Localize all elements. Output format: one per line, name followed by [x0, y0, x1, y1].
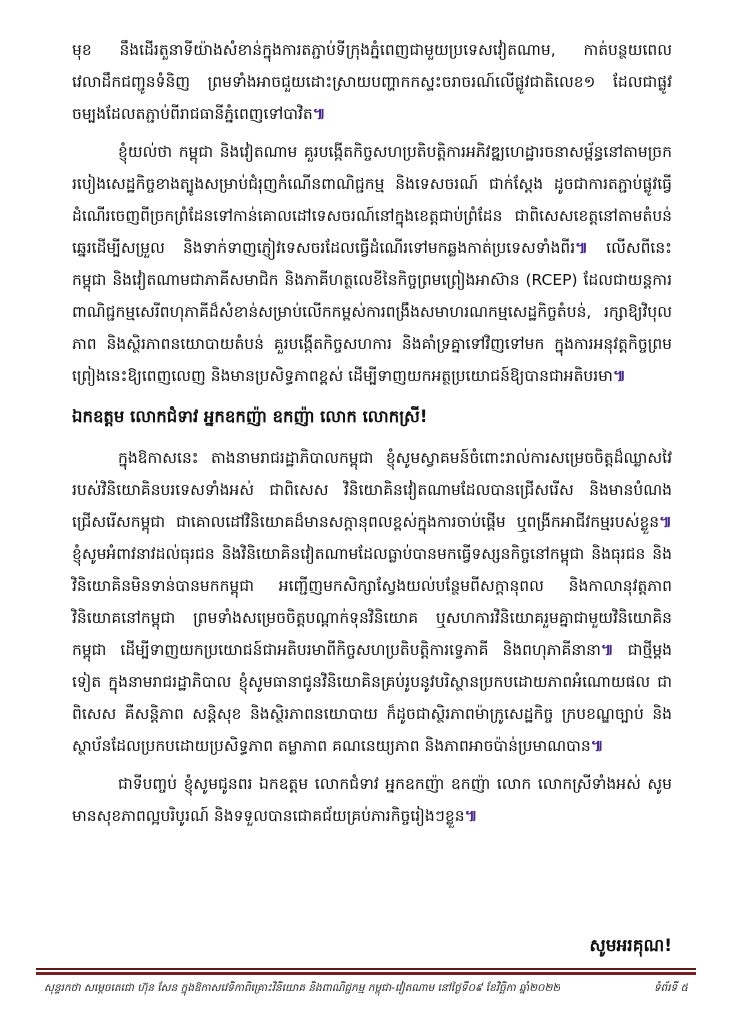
- paragraph-3: ក្នុងឱកាសនេះ តាងនាមរាជរដ្ឋាភិបាលកម្ពុជា ខ្ញុំសូមស្វាគមន៍ចំពោះរាល់ការសម្រេចចិត្តដ៏ឈ្លាសវៃរបស់វិនិយោគិនបរទេសទាំងអស់ ជាពិសេស វិនិយោគិនវៀតណាមដែលបានជ្រើសរើស និងមានបំណងជ្រើសរើសកម្ពុជា ជាគោលដៅវិនិយោគដ៏មានសក្តានុពលខ្ពស់ក្នុងការចាប់ផ្តើម ឬពង្រីកអាជីវកម្មរបស់ខ្លួន៕ ខ្ញុំសូមអំពាវនាវដល់ធុរជន និងវិនិយោគិនវៀតណាមដែលធ្លាប់បានមកធ្វើទស្សនកិច្ចនៅកម្ពុជា និងធុរជន និងវិនិយោគិនមិនទាន់បានមកកម្ពុជា អញ្ជើញមកសិក្សាស្វែងយល់បន្ថែមពីសក្តានុពល និងកាលានុវត្តភាពវិនិយោគនៅកម្ពុជា ព្រមទាំងសម្រេចចិត្តបណ្តាក់ទុនវិនិយោគ ឬសហការវិនិយោគរួមគ្នាជាមួយវិនិយោគិនកម្ពុជា ដើម្បីទាញយកប្រយោជន៍ជាអតិបរមាពីកិច្ចសហប្រតិបត្តិការទ្វេភាគី និងពហុភាគីនានា៕ ជាថ្មីម្តងទៀត ក្នុងនាមរាជរដ្ឋាភិបាល ខ្ញុំសូមធានាជូនវិនិយោគិនគ្រប់រូបនូវបរិស្ថានប្រកបដោយភាពអំណោយផល ជាពិសេស គឺសន្តិភាព សន្តិសុខ និងស្ថិរភាពនយោបាយ ក៏ដូចជាស្ថិរភាពម៉ាក្រូសេដ្ឋកិច្ច ក្របខណ្ឌច្បាប់ និងស្ថាប័នដែលប្រកបដោយប្រសិទ្ធភាព តម្លាភាព គណនេយ្យភាព និងភាពអាចប៉ាន់ប្រមាណបាន៕: [72, 449, 672, 755]
- footer-caption: សុន្ទរកថា សម្តេចតេជោ ហ៊ុន សែន ក្នុងឱកាសវេទិកាពិគ្រោះវិនិយោគ និងពាណិជ្ជកម្ម កម្ពុជា-វៀតណាម នៅថ្ងៃទី០៩ ខែវិច្ឆិកា ឆ្នាំ២០២២: [44, 982, 561, 994]
- sentence-end-mark: ៕: [575, 239, 589, 257]
- paragraph-2: ខ្ញុំយល់ថា កម្ពុជា និងវៀតណាម គួរបង្កើតកិច្ចសហប្រតិបត្តិការអភិវឌ្ឍហេដ្ឋារចនាសម្ព័ន្ធនៅតាមច្រករបៀងសេដ្ឋកិច្ចខាងត្បូងសម្រាប់ជំរុញកំណើនពាណិជ្ជកម្ម និងទេសចរណ៍ ជាក់ស្តែង ដូចជាការតភ្ជាប់ផ្លូវធ្វើដំណើរចេញពីច្រកព្រំដែនទៅកាន់គោលដៅទេសចរណ៍នៅក្នុងខេត្តជាប់ព្រំដែន ជាពិសេសខេត្តនៅតាមតំបន់ឆ្នេរដើម្បីសម្រួល និងទាក់ទាញភ្ញៀវទេសចរដែលធ្វើដំណើរទៅមកឆ្លងកាត់ប្រទេសទាំងពីរ៕ លើសពីនេះ កម្ពុជា និងវៀតណាមជាភាគីសមាជិក និងភាគីហត្ថលេខីនៃកិច្ចព្រមព្រៀងអាស៊ាន (RCEP) ដែលជាយន្តការពាណិជ្ជកម្មសេរីពហុភាគីដ៏សំខាន់សម្រាប់លើកកម្ពស់ការពង្រឹងសមាហរណកម្មសេដ្ឋកិច្ចតំបន់, រក្សាឱ្យវិបុលភាព និងស្ថិរភាពនយោបាយតំបន់ គួរបង្កើតកិច្ចសហការ និងគាំទ្រគ្នាទៅវិញទៅមក ក្នុងការអនុវត្តកិច្ចព្រមព្រៀងនេះឱ្យពេញលេញ និងមានប្រសិទ្ធភាពខ្ពស់ ដើម្បីទាញយកអត្ថប្រយោជន៍ឱ្យបានជាអតិបរមា៕: [72, 143, 672, 385]
- sentence-end-mark: ៕: [659, 513, 672, 531]
- section-heading: ឯកឧត្តម លោកជំទាវ អ្នកឧកញ៉ា ឧកញ៉ា លោក លោកស្រី!: [72, 407, 428, 426]
- page-footer: [44, 979, 688, 997]
- footer-rule-thick: [36, 972, 696, 975]
- sentence-end-mark: ៕: [612, 367, 626, 385]
- sentence-end-mark: ៕: [312, 105, 326, 123]
- paragraph-1: មុខ នឹងដើរតួនាទីយ៉ាងសំខាន់ក្នុងការតភ្ជាប់ទីក្រុងភ្នំពេញជាមួយប្រទេសវៀតណាម, កាត់បន្ថយពេលវេលាដឹកជញ្ជូនទំនិញ ព្រមទាំងអាចជួយដោះស្រាយបញ្ហាកកស្ទះចរាចរណ៍លើផ្លូវជាតិលេខ១ ដែលជាផ្លូវចម្បងដែលតភ្ជាប់ពីរាជធានីភ្នំពេញទៅបាវិត៕: [72, 41, 672, 123]
- sentence-end-mark: ៕: [590, 737, 604, 755]
- sentence-end-mark: ៕: [600, 641, 614, 659]
- footer-rule-thin: [36, 968, 696, 970]
- sentence-end-mark: ៕: [464, 807, 478, 825]
- closing-thanks: សូមអរគុណ!: [589, 936, 672, 956]
- document-body: [72, 34, 672, 838]
- paragraph-4: ជាទីបញ្ចប់ ខ្ញុំសូមជូនពរ ឯកឧត្តម លោកជំទាវ អ្នកឧកញ៉ា ឧកញ៉ា លោក លោកស្រីទាំងអស់ សូមមានសុខភាពល្អបរិបូរណ៍ និងទទួលបានជោគជ័យគ្រប់ភារកិច្ចរៀងៗខ្លួន៕: [72, 775, 672, 825]
- page-number: ទំព័រទី ៥: [653, 982, 688, 994]
